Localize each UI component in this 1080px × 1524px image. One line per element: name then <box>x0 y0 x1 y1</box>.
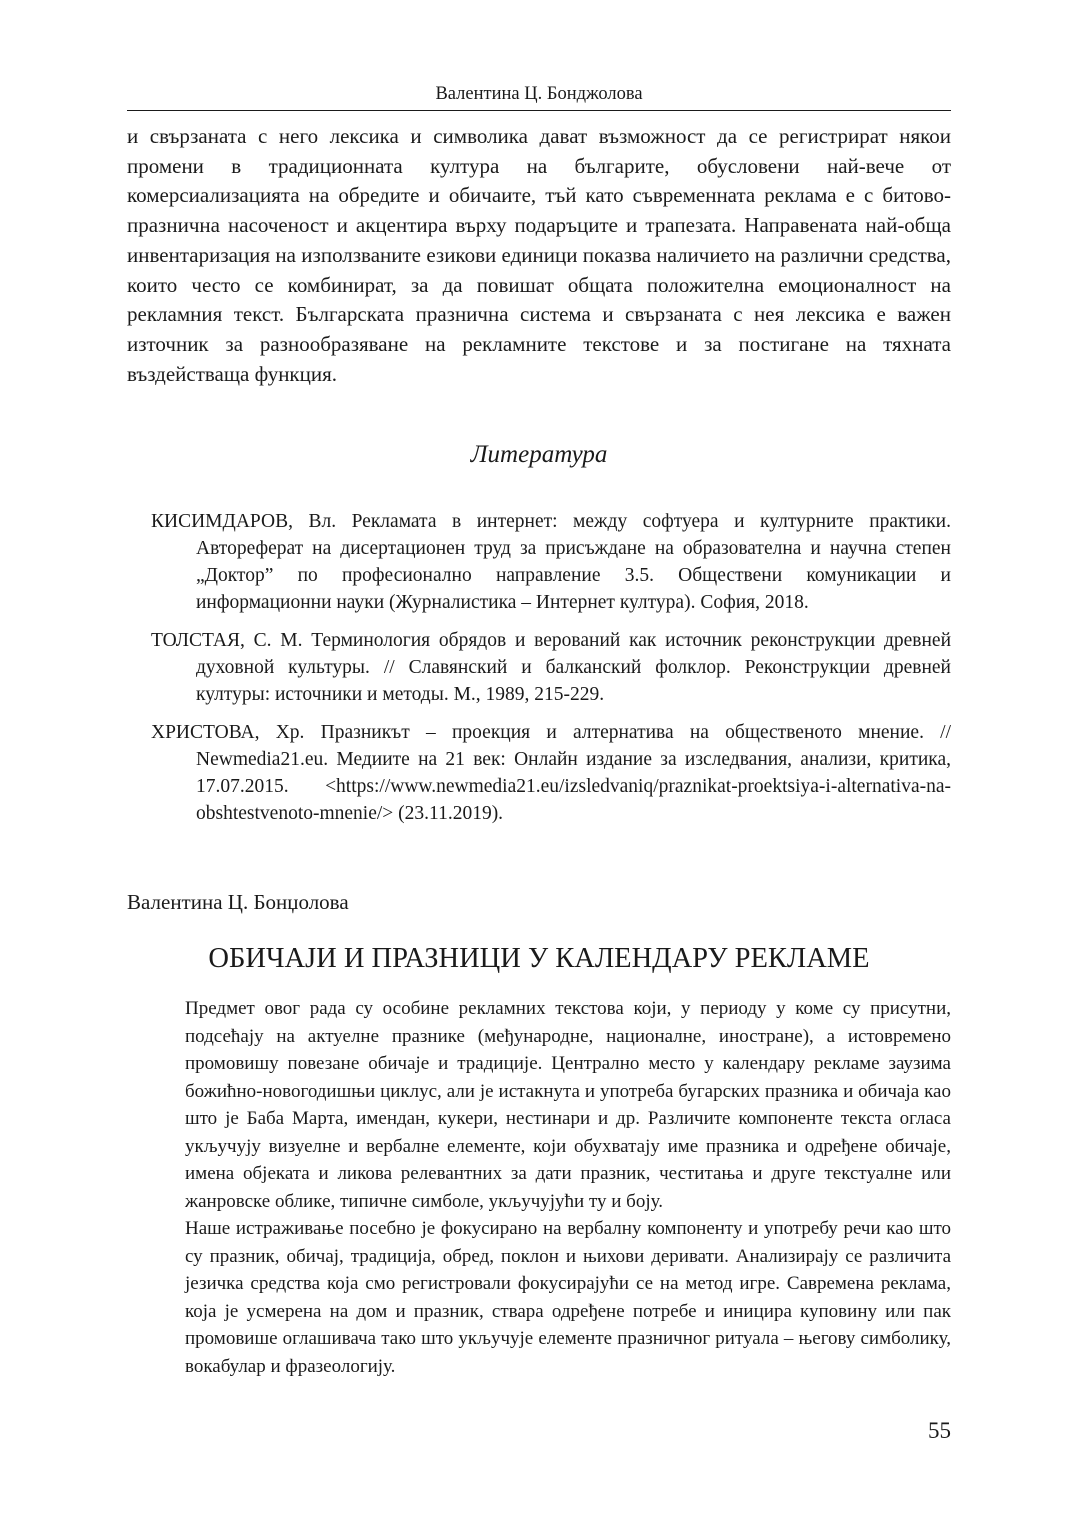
intro-paragraph: и свързаната с него лексика и символика дават възможност да се регистрират някои промени в традиционната култура на българите, обусловени най-вече от комерсиализацията на обредите и обичаите, тъй като съвременната реклама е с битово-празнична насоченост и акцентира върху подаръците и трапезата. Направената най-обща инвентаризация на използваните езикови единици показва наличието на различни средства, които често се комбинират, за да повишат общата положителна емоционалност на рекламния текст. Българската празнична система и свързаната с нея лексика е важен източник за разнообразяване на рекламните текстове и за постигане на тяхната въздействаща функция. <box>127 124 951 386</box>
reference-list <box>151 508 951 838</box>
abstract-paragraph: Предмет овог рада су особине рекламних текстова који, у периоду у коме су присутни, подсећају на актуелне празнике (међународне, националне, иностране), а истовремено промовишу повезане обичаје и традиције. Централно место у календару рекламе заузима божићно-новогодишњи циклус, али је истакнута и употреба бугарских празника и обичаја као што је Баба Марта, имендан, кукери, нестинари и др. Различите компоненте текста огласа укључују визуелне и вербалне елементе, који обухватају име празника и одређене обичаје, имена објеката и ликова релевантних за дати празник, честитања и друге текстуалне или жанровске облике, типичне симболе, укључујући ту и боју. <box>185 998 951 1212</box>
summary-author: Валентина Ц. Бонџолова <box>127 890 349 914</box>
summary-abstract <box>185 995 951 1380</box>
page-number: 55 <box>928 1418 951 1443</box>
reference-item: ТОЛСТАЯ, С. М. Терминология обрядов и верований как источник реконструкции древней духовной культуры. // Славянский и балканский фолклор. Реконструкции древней културы: источники и методы. М., 1989, 215-229. <box>151 630 951 705</box>
reference-item: ХРИСТОВА, Хр. Празникът – проекция и алтернатива на общественото мнение. // Newmedia21.eu. Медиите на 21 век: Онлайн издание за изследвания, анализи, критика, 17.07.2015. <https://www.newmedia21.eu/izsledvaniq/praznikat-proektsiya-i-alternativa-na-obshtestvenoto-mnenie/> (23.11.2019). <box>151 722 951 824</box>
summary-title: ОБИЧАЈИ И ПРАЗНИЦИ У КАЛЕНДАРУ РЕКЛАМЕ <box>208 943 870 974</box>
abstract-paragraph: Наше истраживање посебно је фокусирано на вербалну компоненту и употребу речи као што су празник, обичај, традиција, обред, поклон и њихови деривати. Анализирају се различита језичка средства која смо регистровали фокусирајући се на метод игре. Савремена реклама, која је усмерена на дом и празник, ствара одређене потребе и иницира куповину или пак промовише оглашивача тако што укључује елементе празничног ритуала – његову симболику, вокабулар и фразеологију. <box>185 1218 951 1377</box>
literature-heading: Литература <box>470 441 608 468</box>
running-header: Валентина Ц. Бонджолова <box>127 80 951 111</box>
reference-item: КИСИМДАРОВ, Вл. Рекламата в интернет: между софтуера и културните практики. Автореферат на дисертационен труд за присъждане на образователна и научна степен „Доктор” по професионално направление 3.5. Обществени комуникации и информационни науки (Журналистика – Интернет култура). София, 2018. <box>151 511 951 613</box>
